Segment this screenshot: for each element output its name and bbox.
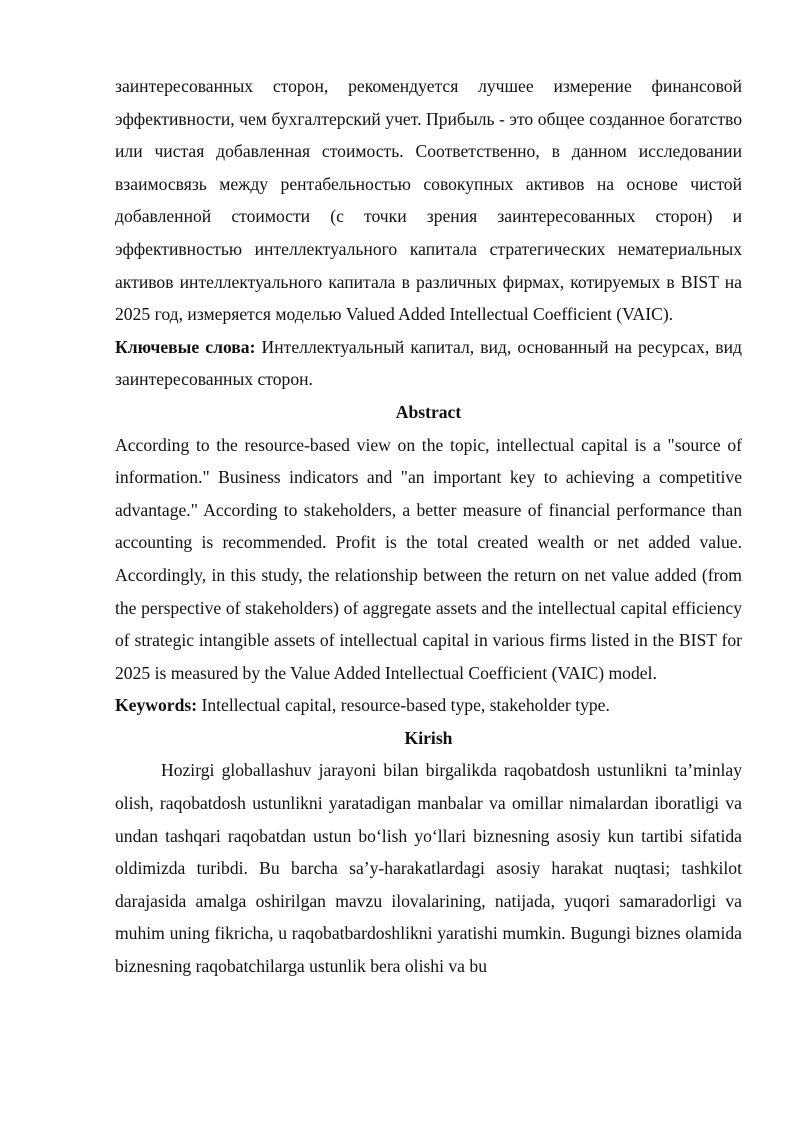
russian-keywords-text: Интеллектуальный капитал, вид, основанный на ресурсах, вид заинтересованных сторон.: [115, 336, 742, 390]
introduction-paragraph: Hozirgi globallashuv jarayoni bilan birgalikda raqobatdosh ustunlikni ta’minlay olish, raqobatdosh ustunlikni yaratadigan manbalar va omillar nimalardan iboratligi va undan tashqari raqobatdan ustun bo‘lish yo‘llari biznesning asosiy kun tartibi sifatida oldimizda turibdi. Bu barcha sa’y-harakatlardagi asosiy harakat nuqtasi; tashkilot darajasida amalga oshirilgan mavzu ilovalarining, natijada, yuqori samaradorligi va muhim uning fikricha, u raqobatbardoshlikni yaratishi mumkin. Bugungi biznes olamida biznesning raqobatchilarga ustunlik bera olishi va bu: [115, 760, 742, 977]
russian-keywords-label: Ключевые слова:: [115, 336, 256, 357]
english-keywords-text: Intellectual capital, resource-based type, stakeholder type.: [197, 695, 610, 716]
introduction-heading: Kirish: [404, 727, 453, 748]
russian-keywords: [115, 331, 742, 396]
document-page: [115, 70, 742, 983]
abstract-heading: Abstract: [395, 401, 462, 422]
english-keywords-label: Keywords:: [115, 695, 198, 716]
russian-abstract-paragraph: заинтересованных сторон, рекомендуется лучшее измерение финансовой эффективности, чем бухгалтерский учет. Прибыль - это общее созданное богатство или чистая добавленная стоимость. Соответственно, в данном исследовании взаимосвязь между рентабельностью совокупных активов на основе чистой добавленной стоимости (с точки зрения заинтересованных сторон) и эффективностью интеллектуального капитала стратегических нематериальных активов интеллектуального капитала в различных фирмах, котируемых в BIST на 2025 год, измеряется моделью Valued Added Intellectual Coefficient (VAIC).: [115, 76, 742, 325]
english-keywords: [115, 689, 742, 722]
abstract-paragraph: According to the resource-based view on the topic, intellectual capital is a "source of information." Business indicators and "an important key to achieving a competitive advantage." According to stakeholders, a better measure of financial performance than accounting is recommended. Profit is the total created wealth or net added value. Accordingly, in this study, the relationship between the return on net value added (from the perspective of stakeholders) of aggregate assets and the intellectual capital efficiency of strategic intangible assets of intellectual capital in various firms listed in the BIST for 2025 is measured by the Value Added Intellectual Coefficient (VAIC) model.: [115, 434, 742, 683]
